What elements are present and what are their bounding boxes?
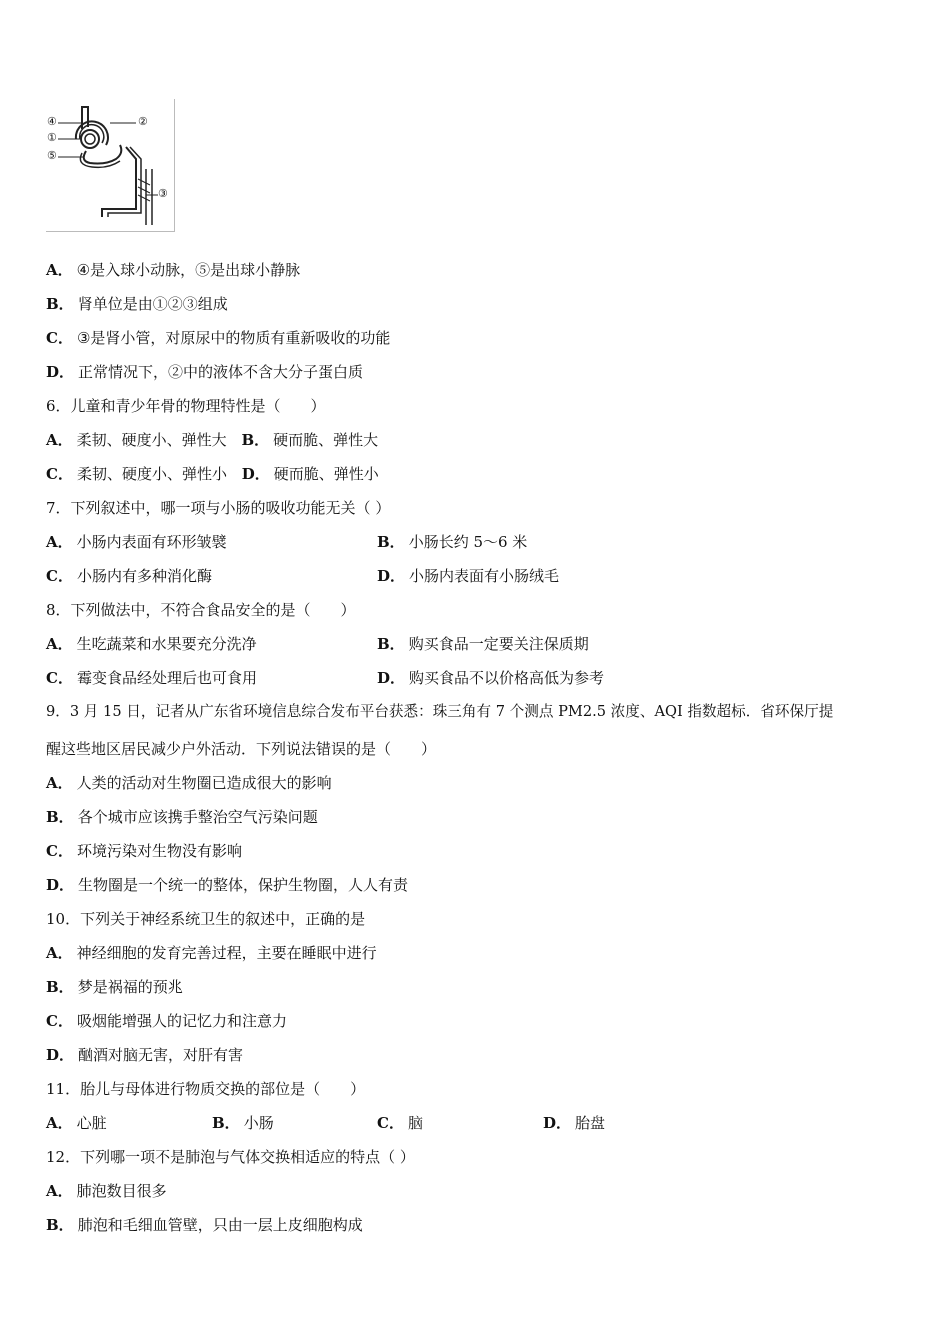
option-text: 小肠长约 5～6 米 xyxy=(408,533,528,551)
q11-option-b xyxy=(212,1113,274,1133)
option-text: 正常情况下，②中的液体不含大分子蛋白质 xyxy=(78,363,364,381)
label-5: ⑤ xyxy=(47,149,57,162)
option-label: C． xyxy=(46,842,73,860)
option-label: D． xyxy=(46,363,75,381)
option-text: 心脏 xyxy=(76,1114,107,1132)
q11-option-a xyxy=(46,1113,107,1133)
option-text: 小肠内表面有环形皱襞 xyxy=(76,533,227,551)
q7-option-b xyxy=(377,532,527,552)
option-label: C． xyxy=(377,1114,404,1132)
option-label: D． xyxy=(46,1046,75,1064)
q11-option-d xyxy=(543,1113,605,1133)
label-1: ① xyxy=(47,131,57,144)
option-text: 梦是祸福的预兆 xyxy=(77,978,183,996)
q10-stem: 10．下列关于神经系统卫生的叙述中，正确的是 xyxy=(46,910,366,928)
option-text: 购买食品不以价格高低为参考 xyxy=(409,669,605,687)
q9-option-a xyxy=(46,773,332,793)
option-text: 神经细胞的发育完善过程，主要在睡眠中进行 xyxy=(76,944,377,962)
option-text: 硬而脆、弹性小 xyxy=(273,465,379,483)
option-label: A． xyxy=(46,1114,73,1132)
q9-stem-line-1: 9．3 月 15 日，记者从广东省环境信息综合发布平台获悉：珠三角有 7 个测点 PM2.5 浓度、AQI 指数超标．省环保厅提 xyxy=(46,703,834,720)
option-text: 硬而脆、弹性大 xyxy=(273,431,379,449)
q8-option-a xyxy=(46,634,257,654)
option-label: C． xyxy=(46,465,73,483)
option-label: D． xyxy=(46,876,75,894)
option-label: A． xyxy=(46,774,73,792)
nephron-drawing xyxy=(46,99,174,231)
option-text: 肾单位是由①②③组成 xyxy=(77,295,228,313)
option-text: 柔韧、硬度小、弹性大 xyxy=(76,431,227,449)
option-text: 肺泡数目很多 xyxy=(76,1182,167,1200)
q9-stem-line-2: 醒这些地区居民减少户外活动．下列说法错误的是（ ） xyxy=(46,740,437,758)
option-text: ③是肾小管，对原尿中的物质有重新吸收的功能 xyxy=(76,329,391,347)
nephron-diagram xyxy=(46,99,175,232)
q8-option-b xyxy=(377,634,589,654)
option-label: A． xyxy=(46,431,73,449)
option-label: B． xyxy=(212,1114,240,1132)
option-label: A． xyxy=(46,635,73,653)
q7-option-a xyxy=(46,532,227,552)
option-label: D． xyxy=(377,567,406,585)
option-label: D． xyxy=(377,669,406,687)
option-text: 霉变食品经处理后也可食用 xyxy=(76,669,257,687)
option-label: A． xyxy=(46,261,73,279)
q11-stem: 11．胎儿与母体进行物质交换的部位是（ ） xyxy=(46,1080,366,1098)
option-label: B． xyxy=(46,295,74,313)
q8-option-c xyxy=(46,668,257,688)
option-text: 脑 xyxy=(407,1114,423,1132)
q5-option-b xyxy=(46,294,228,314)
option-label: D． xyxy=(241,465,270,483)
option-text: 生物圈是一个统一的整体，保护生物圈，人人有责 xyxy=(78,876,409,894)
label-2: ② xyxy=(138,115,148,128)
q10-option-b xyxy=(46,977,183,997)
q7-option-d xyxy=(377,566,559,586)
option-text: 胎盘 xyxy=(575,1114,606,1132)
q6-stem: 6．儿童和青少年骨的物理特性是（ ） xyxy=(46,397,326,415)
q7-option-c xyxy=(46,566,212,586)
q6-row-2 xyxy=(46,464,379,484)
option-text: 购买食品一定要关注保质期 xyxy=(408,635,589,653)
q8-stem: 8．下列做法中，不符合食品安全的是（ ） xyxy=(46,601,356,619)
option-label: B． xyxy=(46,1216,74,1234)
q10-option-a xyxy=(46,943,377,963)
q12-stem: 12．下列哪一项不是肺泡与气体交换相适应的特点（ ） xyxy=(46,1148,415,1166)
option-text: ④是入球小动脉，⑤是出球小静脉 xyxy=(76,261,301,279)
q12-option-a xyxy=(46,1181,167,1201)
option-text: 各个城市应该携手整治空气污染问题 xyxy=(77,808,318,826)
option-text: 小肠内有多种消化酶 xyxy=(76,567,212,585)
option-label: C． xyxy=(46,1012,73,1030)
q9-option-d xyxy=(46,875,408,895)
option-label: B． xyxy=(377,533,405,551)
option-text: 小肠 xyxy=(243,1114,274,1132)
option-label: B． xyxy=(46,978,74,996)
q5-option-c xyxy=(46,328,390,348)
q9-option-c xyxy=(46,841,242,861)
option-text: 环境污染对生物没有影响 xyxy=(76,842,242,860)
option-label: C． xyxy=(46,329,73,347)
option-text: 肺泡和毛细血管壁，只由一层上皮细胞构成 xyxy=(77,1216,363,1234)
option-label: D． xyxy=(543,1114,572,1132)
option-text: 酗酒对脑无害，对肝有害 xyxy=(78,1046,244,1064)
q11-option-c xyxy=(377,1113,423,1133)
option-label: C． xyxy=(46,669,73,687)
option-text: 小肠内表面有小肠绒毛 xyxy=(409,567,560,585)
option-label: B． xyxy=(377,635,405,653)
q5-option-d xyxy=(46,362,363,382)
q7-stem: 7．下列叙述中，哪一项与小肠的吸收功能无关（ ） xyxy=(46,499,391,517)
q10-option-c xyxy=(46,1011,287,1031)
option-text: 吸烟能增强人的记忆力和注意力 xyxy=(76,1012,287,1030)
option-label: B． xyxy=(46,808,74,826)
q9-option-b xyxy=(46,807,318,827)
q6-row-1 xyxy=(46,430,378,450)
option-label: B． xyxy=(241,431,270,449)
q5-option-a xyxy=(46,260,300,280)
label-3: ③ xyxy=(158,187,168,200)
option-label: A． xyxy=(46,944,73,962)
option-label: A． xyxy=(46,1182,73,1200)
label-4: ④ xyxy=(47,115,57,128)
option-label: A． xyxy=(46,533,73,551)
q12-option-b xyxy=(46,1215,363,1235)
option-text: 柔韧、硬度小、弹性小 xyxy=(76,465,227,483)
option-text: 人类的活动对生物圈已造成很大的影响 xyxy=(76,774,332,792)
option-text: 生吃蔬菜和水果要充分洗净 xyxy=(76,635,257,653)
q8-option-d xyxy=(377,668,604,688)
q10-option-d xyxy=(46,1045,243,1065)
option-label: C． xyxy=(46,567,73,585)
